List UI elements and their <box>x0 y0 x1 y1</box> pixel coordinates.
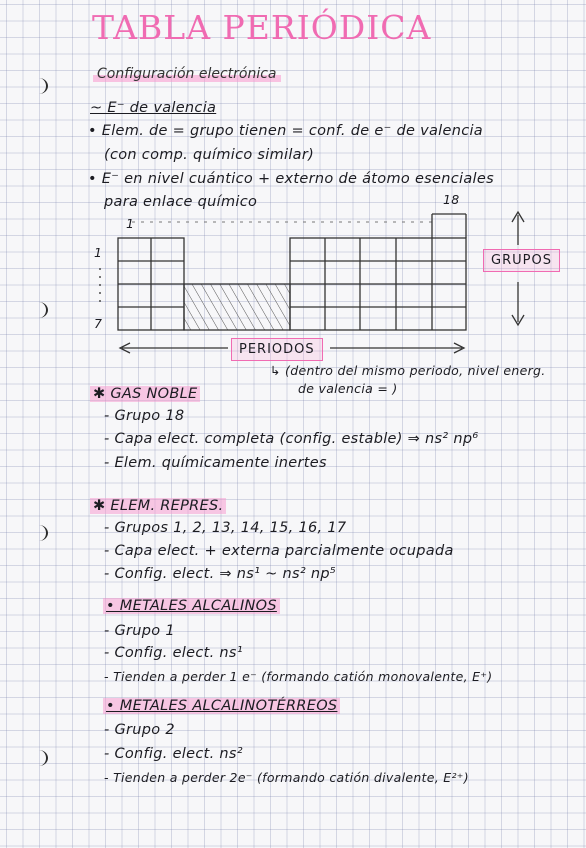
p-block <box>290 214 466 330</box>
section-line: - Config. elect. ⇒ ns¹ ~ ns² np⁵ <box>104 566 336 582</box>
section-line: - Tienden a perder 2e⁻ (formando catión divalente, E²⁺) <box>104 770 469 785</box>
period-1-label: 1 <box>94 245 103 260</box>
section-heading-alcalinos: • METALES ALCALINOS <box>103 598 280 614</box>
section-line: - Grupo 18 <box>104 408 185 424</box>
intro-line: para enlace químico <box>104 194 258 210</box>
valence-header: ~ E⁻ de valencia <box>90 100 217 116</box>
section-line: - Config. elect. ns² <box>104 746 243 762</box>
section-line: - Grupo 1 <box>104 623 175 639</box>
period-7-label: 7 <box>94 316 103 331</box>
page-subtitle: Configuración electrónica <box>93 66 281 82</box>
intro-line: • E⁻ en nivel cuántico + externo de átomo esenciales <box>88 171 494 187</box>
intro-line: (con comp. químico similar) <box>104 147 315 163</box>
group-1-label: 1 <box>126 216 135 231</box>
periodos-note: de valencia = ) <box>298 381 398 396</box>
section-line: - Config. elect. ns¹ <box>104 645 243 661</box>
section-heading-gas-noble: ✱ GAS NOBLE <box>90 386 200 402</box>
periodos-note: ↳ (dentro del mismo periodo, nivel energ. <box>270 363 546 378</box>
intro-line: • Elem. de = grupo tienen = conf. de e⁻ de valencia <box>88 123 483 139</box>
periodos-label: PERIODOS <box>231 338 323 361</box>
section-line: - Tienden a perder 1 e⁻ (formando catión monovalente, E⁺) <box>104 669 493 684</box>
transition-block <box>184 284 290 330</box>
grupos-label: GRUPOS <box>483 249 560 272</box>
section-line: - Capa elect. completa (config. estable) ⇒ ns² np⁶ <box>104 431 479 447</box>
section-line: - Elem. químicamente inertes <box>104 455 327 471</box>
s-block <box>118 238 184 330</box>
section-line: - Grupo 2 <box>104 722 175 738</box>
page-title: TABLA PERIÓDICA <box>92 8 432 47</box>
group-18-label: 18 <box>443 192 460 207</box>
section-line: - Grupos 1, 2, 13, 14, 15, 16, 17 <box>104 520 347 536</box>
section-heading-alcalinoterreos: • METALES ALCALINOTÉRREOS <box>103 698 340 714</box>
section-line: - Capa elect. + externa parcialmente ocupada <box>104 543 454 559</box>
section-heading-elem-repres: ✱ ELEM. REPRES. <box>90 498 226 514</box>
